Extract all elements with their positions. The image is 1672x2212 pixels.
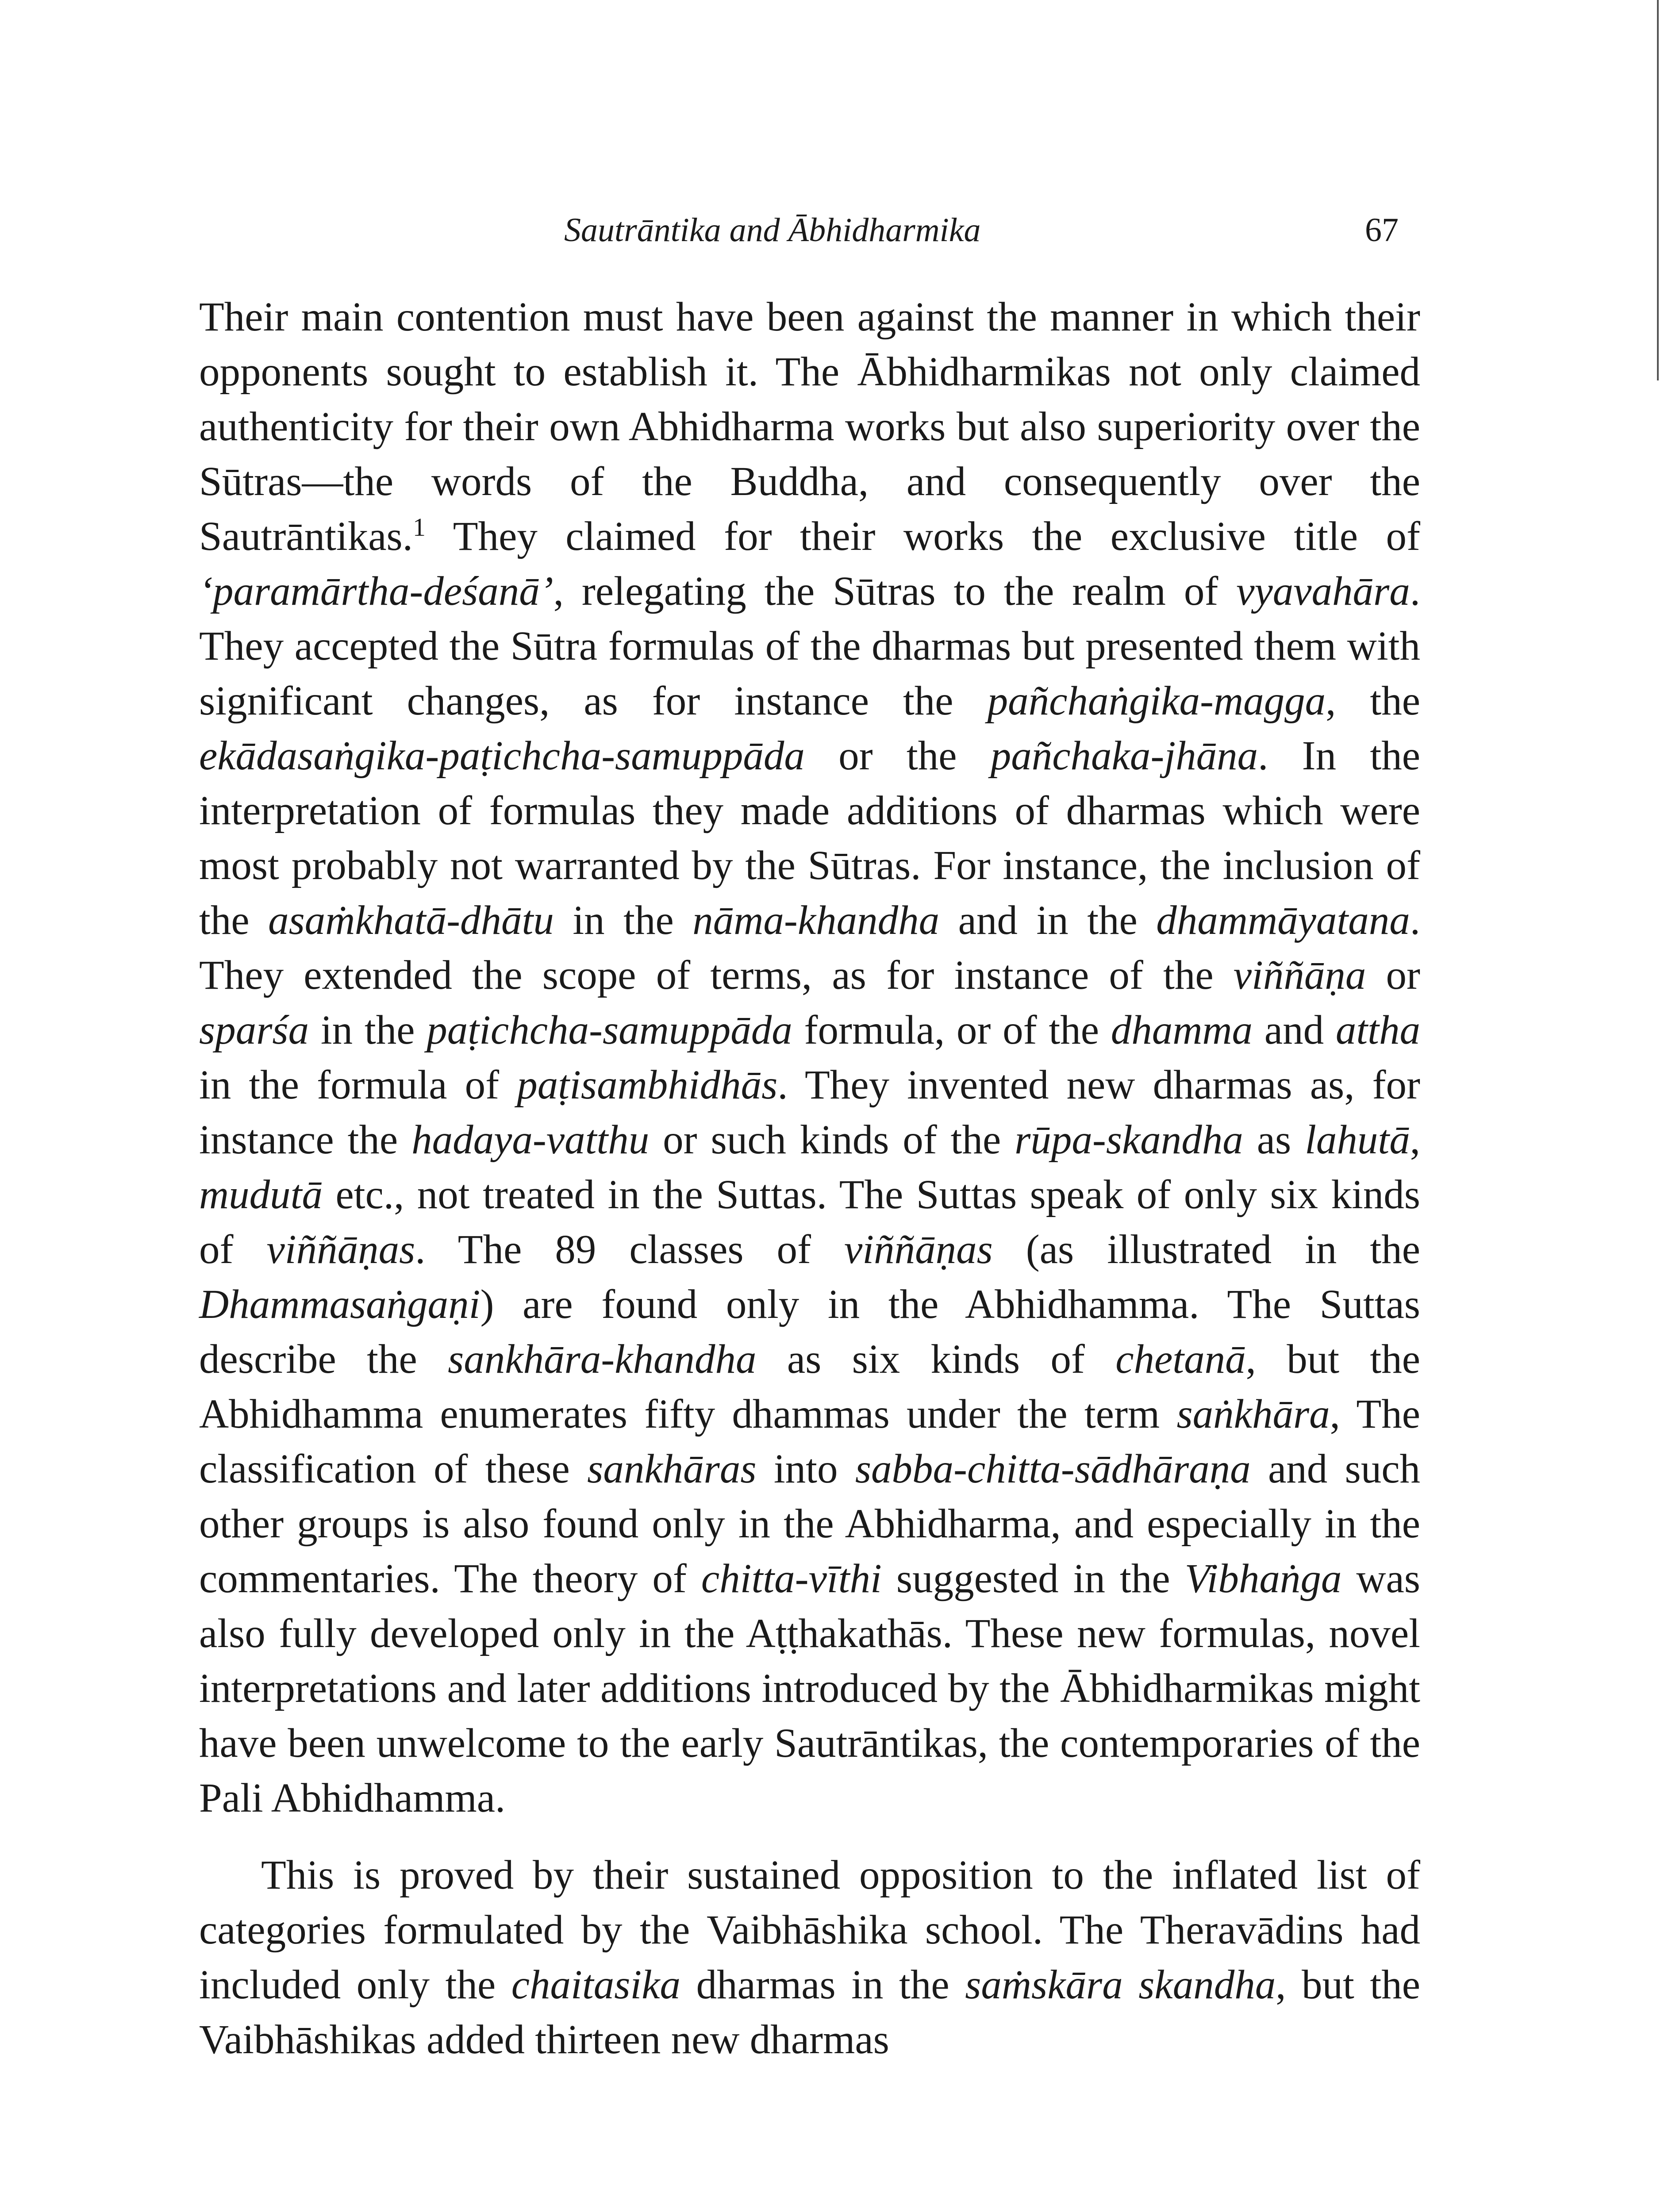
text-run: etc., not treated in the Suttas. The Suttas speak of only six kinds of (199, 1172, 1420, 1272)
text-run: , The classification of these (199, 1391, 1421, 1492)
paragraph-2 (199, 1848, 1420, 2067)
text-run: in the formula of (199, 1062, 517, 1108)
italic-term: Dhammasaṅgaṇi (199, 1282, 480, 1327)
italic-term: mudutā (199, 1172, 323, 1217)
text-run: . They invented new dharmas as, for instance the (199, 1062, 1420, 1163)
text-run: or the (804, 733, 991, 779)
running-title: Sautrāntika and Ābhidharmika (564, 211, 981, 249)
italic-term: attha (1335, 1007, 1420, 1053)
text-run: as (1243, 1117, 1305, 1163)
italic-term: rūpa-skandha (1015, 1117, 1243, 1163)
italic-term: ekādasaṅgika-paṭichcha-samuppāda (199, 733, 805, 779)
text-run: dharmas in the (680, 1962, 965, 2008)
text-run: into (756, 1446, 855, 1492)
footnote-reference: 1 (412, 513, 426, 541)
italic-term: sankhāras (587, 1446, 757, 1492)
text-run: . They accepted the Sūtra formulas of the dharmas but presented them with significant changes, as for instance the (199, 568, 1420, 724)
text-run: in the (309, 1007, 427, 1053)
page-edge-line (1657, 0, 1659, 380)
italic-term: paṭichcha-samuppāda (427, 1007, 792, 1053)
text-run: as six kinds of (756, 1336, 1116, 1382)
text-run: (as illustrated in the (992, 1227, 1420, 1272)
text-run: and such other groups is also found only in the Abhidharma, and especially in the commentaries. The theory of (199, 1446, 1421, 1601)
italic-term: sankhāra-khandha (448, 1336, 757, 1382)
text-run: ) are found only in the Abhidhamma. The Suttas describe the (199, 1282, 1420, 1382)
italic-term: chitta-vīthi (701, 1556, 882, 1601)
page-number: 67 (1365, 211, 1399, 249)
text-run: This is proved by their sustained opposition to the inflated list of categories formulated by the Vaibhāshika school. The Theravādins had included only the (199, 1852, 1420, 2008)
text-run: was also fully developed only in the Aṭṭhakathās. These new formulas, novel interpretations and later additions introduced by the Ābhidharmikas might have been unwelcome to the early Sautrāntikas, the contemporaries of the Pali Abhidhamma. (199, 1556, 1420, 1821)
paragraph-1 (199, 290, 1420, 1826)
italic-term: pañchaṅgika-magga (987, 678, 1326, 724)
text-run: and in the (939, 898, 1157, 943)
text-run: or (1366, 952, 1420, 998)
text-run: . They extended the scope of terms, as for instance of the (199, 898, 1420, 998)
text-run: They claimed for their works the exclusive title of (425, 514, 1420, 559)
text-run: suggested in the (881, 1556, 1185, 1601)
text-run: , but the Abhidhamma enumerates fifty dhammas under the term (199, 1336, 1420, 1437)
italic-term: viññāṇa (1233, 952, 1366, 998)
italic-term: nāma-khandha (692, 898, 940, 943)
italic-term: vyavahāra (1236, 568, 1410, 614)
italic-term: sparśa (199, 1007, 309, 1053)
italic-term: lahutā (1305, 1117, 1410, 1163)
running-head (0, 208, 1672, 261)
italic-term: asaṁkhatā-dhātu (268, 898, 554, 943)
italic-term: chetanā (1115, 1336, 1246, 1382)
italic-term: saṁskāra skandha (965, 1962, 1276, 2008)
italic-term: hadaya-vatthu (411, 1117, 650, 1163)
text-run: in the (553, 898, 693, 943)
text-run: , relegating the Sūtras to the realm of (553, 568, 1237, 614)
italic-term: sabba-chitta-sādhāraṇa (855, 1446, 1251, 1492)
text-run: , (1410, 1117, 1420, 1163)
italic-term: viññāṇas (844, 1227, 993, 1272)
italic-term: Vibhaṅga (1184, 1556, 1342, 1601)
body-text (199, 290, 1420, 2067)
text-run: Their main contention must have been against the manner in which their opponents sought to establish it. The Ābhidharmikas not only claimed authenticity for their own Abhidharma works but also superiority over the Sūtras—the words of the Buddha, and consequently over the Sautrāntikas. (199, 294, 1420, 559)
text-run: , the (1326, 678, 1420, 724)
text-run: and (1253, 1007, 1336, 1053)
italic-term: paṭisambhidhās (517, 1062, 778, 1108)
text-run: , but the Vaibhāshikas added thirteen new dharmas (199, 1962, 1420, 2062)
italic-term: dhammāyatana (1156, 898, 1410, 943)
italic-term: ‘paramārtha-deśanā’ (199, 568, 553, 614)
text-run: . In the interpretation of formulas they made additions of dharmas which were most probably not warranted by the Sūtras. For instance, the inclusion of the (199, 733, 1420, 943)
text-run: or such kinds of the (649, 1117, 1015, 1163)
italic-term: chaitasika (511, 1962, 681, 2008)
italic-term: dhamma (1111, 1007, 1253, 1053)
text-run: formula, or of the (792, 1007, 1111, 1053)
text-run: . The 89 classes of (415, 1227, 844, 1272)
italic-term: pañchaka-jhāna (990, 733, 1258, 779)
italic-term: saṅkhāra (1176, 1391, 1330, 1437)
italic-term: viññāṇas (266, 1227, 415, 1272)
